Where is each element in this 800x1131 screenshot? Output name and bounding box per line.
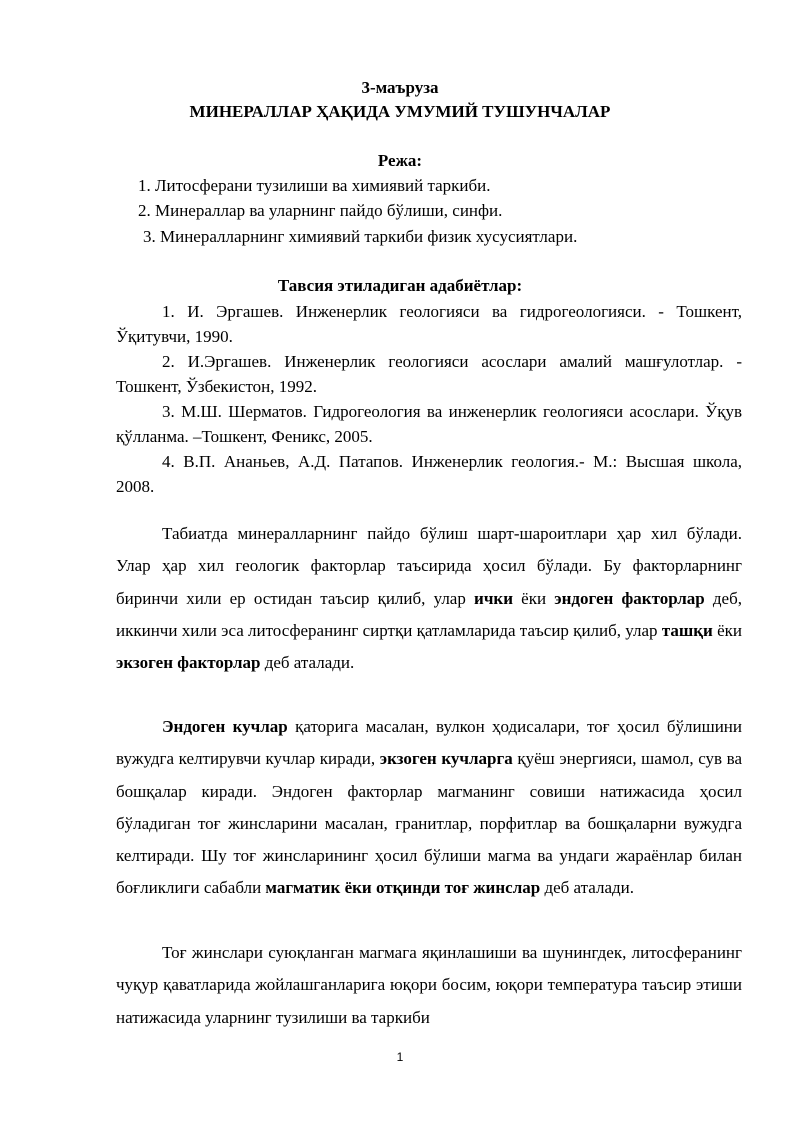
plan-item: 2. Минераллар ва уларнинг пайдо бўлиши, синфи. <box>138 201 503 220</box>
text-run: деб аталади. <box>260 653 355 673</box>
bold-term: ички <box>474 588 514 608</box>
bold-term: экзоген факторлар <box>116 653 261 673</box>
literature-item: 1. И. Эргашев. Инженерлик геологияси ва гидрогеологияси. - Тошкент, Ўқитувчи, 1990. <box>116 302 742 346</box>
text-run: деб, иккинчи хили эса литосферанинг сиртқи қатламларида таъсир қилиб, улар <box>116 588 742 640</box>
page-title: МИНЕРАЛЛАР ҲАҚИДА УМУМИЙ ТУШУНЧАЛАР <box>189 102 611 121</box>
lecture-number: 3-маъруза <box>361 78 439 97</box>
plan-heading: Режа: <box>377 151 423 170</box>
bold-term: Эндоген кучлар <box>162 717 288 736</box>
body-paragraph-2 <box>116 711 742 905</box>
text-run: Табиатда минералларнинг пайдо бўлиш шарт-шароитлари ҳар хил бўлади. Улар ҳар хил геологик факторлар таъсирида ҳосил бўлади. Бу факторларнинг биринчи хили ер остидан таъсир қилиб, улар <box>116 524 742 608</box>
plan-item: 1. Литосферани тузилиши ва химиявий таркиби. <box>138 176 491 195</box>
literature-item: 2. И.Эргашев. Инженерлик геологияси асослари амалий машғулотлар. - Тошкент, Ўзбекистон, 1992. <box>116 352 742 396</box>
literature-item: 3. М.Ш. Шерматов. Гидрогеология ва инженерлик геологияси асослари. Ўқув қўлланма. –Тошкент, Феникс, 2005. <box>116 402 742 446</box>
literature-item: 4. В.П. Ананьев, А.Д. Патапов. Инженерлик геология.- М.: Высшая школа, 2008. <box>116 452 742 496</box>
body-paragraph-3: Тоғ жинслари суюқланган магмага яқинлашиши ва шунингдек, литосферанинг чуқур қаватларида жойлашганларига юқори босим, юқори температура таъсир этиши натижасида уларнинг тузилиши ва таркиби <box>116 943 742 1027</box>
bold-term: ташқи <box>661 620 713 640</box>
text-run: қаторига масалан, вулкон ҳодисалари, тоғ ҳосил бўлишини вужудга келтирувчи кучлар киради, <box>116 717 742 769</box>
text-run: қуёш энергияси, шамол, сув ва бошқалар киради. Эндоген факторлар магманинг совиши натижасида ҳосил бўладиган тоғ жинсларини масалан, гранитлар, порфитлар ва бошқаларни вужудга келтиради. Шу тоғ жинсларининг ҳосил бўлиши магма ва ундаги жараёнлар билан боғликлиги сабабли <box>116 749 743 898</box>
literature-heading: Тавсия этиладиган адабиётлар: <box>277 276 523 295</box>
bold-term: магматик ёки отқинди тоғ жинслар <box>265 878 541 898</box>
bold-term: экзоген кучларга <box>379 749 513 769</box>
page-number: 1 <box>396 1050 404 1064</box>
plan-item: 3. Минералларнинг химиявий таркиби физик хусусиятлари. <box>143 227 578 246</box>
body-paragraph-1 <box>116 518 742 679</box>
bold-term: эндоген факторлар <box>554 588 705 608</box>
text-run: ёки <box>712 620 742 640</box>
text-run: ёки <box>513 588 555 608</box>
text-run: деб аталади. <box>540 878 634 898</box>
